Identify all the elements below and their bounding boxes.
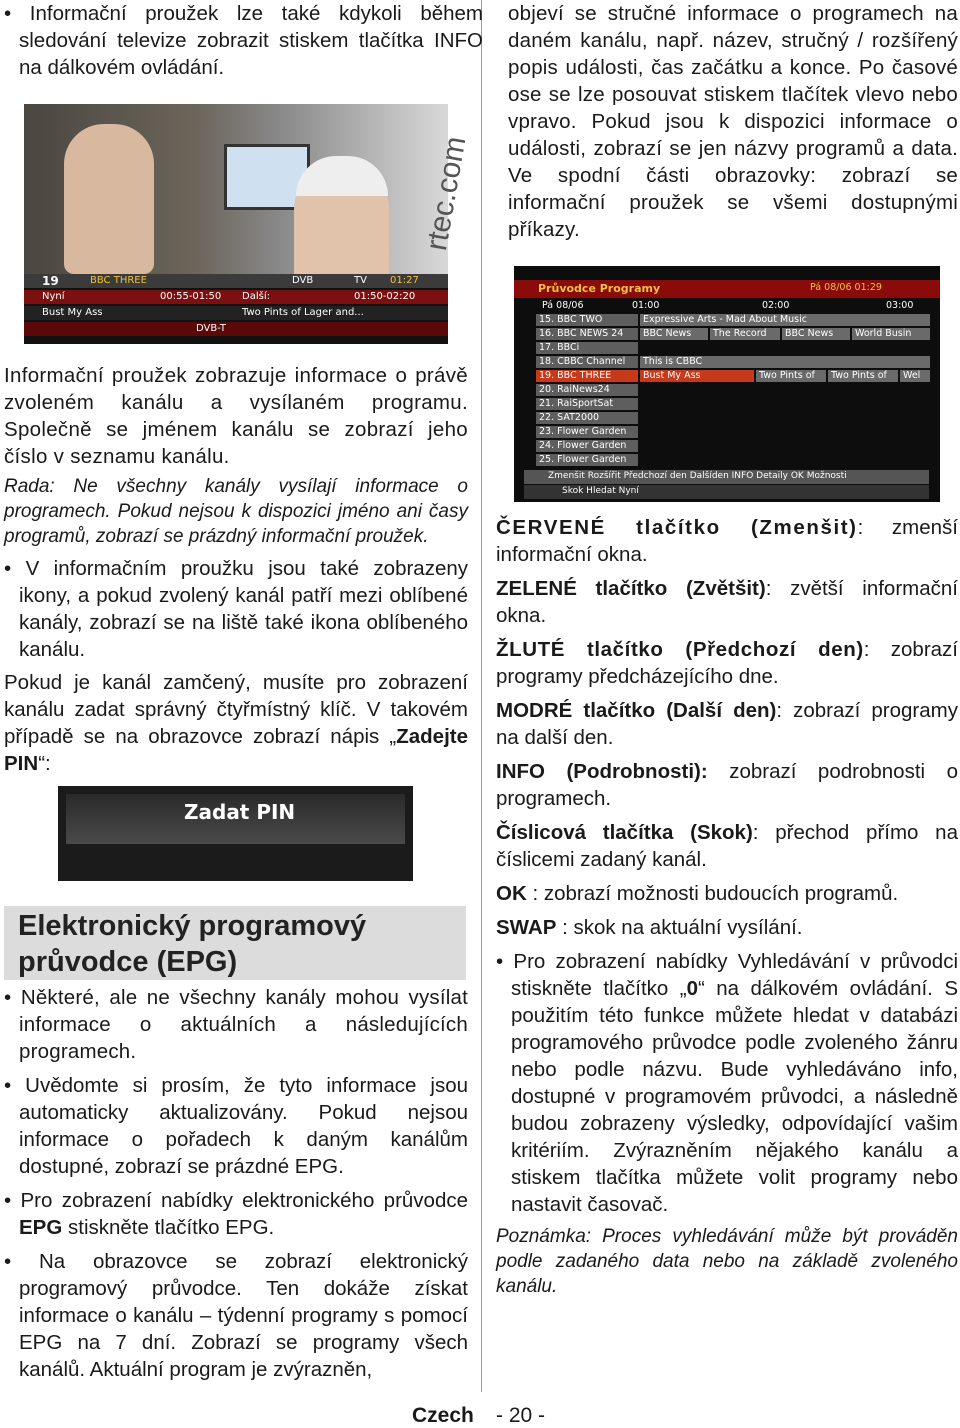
next-time: 01:50-02:20 — [354, 291, 416, 302]
epg-bullet-2: • Uvědomte si prosím, že tyto informace jsou automaticky aktualizovány. Pokud nejsou informace o pořadech k daným kanálům dostupné, zobrazí se prázdné EPG. — [4, 1074, 468, 1178]
tv-screenshot-infobar — [24, 104, 473, 344]
green-button-desc: ZELENÉ tlačítko (Zvětšit): zvětší informační okna. — [496, 577, 958, 627]
pin-entry-screenshot — [58, 786, 413, 881]
epg-program: Two Pints of — [756, 370, 826, 382]
next-label: Další: — [242, 291, 270, 302]
blue-button-desc: MODRÉ tlačítko (Další den): zobrazí programy na další den. — [496, 699, 958, 749]
lock-paragraph: Pokud je kanál zamčený, musíte pro zobrazení kanálu zadat správný čtyřmístný klíč. V takovém případě se na obrazovce zobrazí nápis „Zadejte PIN“: — [4, 671, 468, 775]
red-button-desc: ČERVENÉ tlačítko (Zmenšit): zmenší informační okna. — [496, 516, 959, 566]
epg-channel: 23. Flower Garden — [536, 426, 638, 438]
tv-icon: TV — [354, 275, 367, 286]
epg-program: Expressive Arts - Mad About Music — [640, 314, 930, 326]
epg-bullet-3: • Pro zobrazení nabídky elektronického průvodce EPG stiskněte tlačítko EPG. — [4, 1189, 468, 1239]
epg-channel: 22. SAT2000 — [536, 412, 638, 424]
info-button-desc: INFO (Podrobnosti): zobrazí podrobnosti o programech. — [496, 760, 958, 810]
search-note: Poznámka: Proces vyhledávání může být prováděn podle zadaného data nebo na základě zvoleného kanálu. — [496, 1226, 958, 1297]
epg-legend-1: Zmenšit Rozšířit Předchozí den Dalšíden INFO Detaily OK Možnosti — [548, 471, 847, 481]
epg-legend-2: Skok Hledat Nyní — [562, 486, 639, 496]
epg-screenshot: Průvodce Programy Pá 08/06 01:29 Pá 08/06 01:00 02:00 03:00 15. BBC TWO 16. BBC NEWS 24 17. BBCi 18. CBBC Channel 19. BBC THREE 20. RaiNews24 21. RaiSportSat 22. SAT2000 23. Flower Garden 24. Flower Garden 25. Flower Garden Expressive Arts - Mad About Music BBC News The Record BBC News World Busin This is CBBC Bust My Ass Two Pints of Two Pints of Wel Zmenšit Rozšířit Předchozí den Dalšíden INFO Detaily OK Možnosti Skok Hledat Nyní — [514, 266, 940, 502]
swap-button-desc: SWAP : skok na aktuální vysílání. — [496, 916, 803, 939]
epg-channel: 15. BBC TWO — [536, 314, 638, 326]
yellow-button-desc: ŽLUTÉ tlačítko (Předchozí den): zobrazí programy předcházejícího dne. — [496, 638, 958, 688]
epg-program: This is CBBC — [640, 356, 930, 368]
info-bar-bullet: • Informační proužek lze také kdykoli během sledování televize zobrazit stiskem tlačítka INFO na dálkovém ovládání. — [4, 2, 483, 79]
broadcast-type: DVB-T — [196, 323, 227, 334]
epg-channel: 24. Flower Garden — [536, 440, 638, 452]
ok-button-desc: OK : zobrazí možnosti budoucích programů. — [496, 882, 899, 905]
number-buttons-desc: Číslicová tlačítka (Skok): přechod přímo na číslicemi zadaný kanál. — [496, 821, 958, 871]
pin-prompt-text: Zadejte PIN — [4, 725, 468, 775]
epg-date: Pá 08/06 01:29 — [810, 282, 882, 293]
info-bar-description: Informační proužek zobrazuje informace o právě zvoleném kanálu a vysílaném programu. Společně se jménem kanálu se zobrazí jeho číslo v seznamu kanálu. — [4, 364, 468, 468]
epg-program-selected: Bust My Ass — [640, 370, 754, 382]
channel-number: 19 — [42, 274, 59, 288]
icon-tag: DVB — [292, 275, 314, 286]
channel-name: BBC THREE — [90, 275, 147, 286]
search-bullet: • Pro zobrazení nabídky Vyhledávání v průvodci stiskněte tlačítko „0“ na dálkovém ovládání. S použitím této funkce můžete hledat v databázi programového průvodce podle zvoleného žánru nebo podle názvu. Bude vyhledáváno info, dostupné v programovém průvodci, a následně budou zobrazeny výsledky, odpovídající vašim kritériím. Zvýrazněním nějakého kanálu a stiskem tlačítka můžete volit programy nebo nastavit časovač. — [496, 950, 958, 1216]
person-left — [64, 124, 154, 274]
now-label: Nyní — [42, 291, 65, 302]
epg-bullet-4: • Na obrazovce se zobrazí elektronický programový průvodce. Ten dokáže získat informace o kanálu – týdenní programy s pomocí EPG na 7 dní. Zobrazí se programy všech kanálů. Aktuální program je zvýrazněn, — [4, 1250, 468, 1381]
epg-program: World Busin — [852, 328, 930, 340]
epg-channel: 17. BBCi — [536, 342, 638, 354]
epg-channel: 25. Flower Garden — [536, 454, 638, 466]
epg-channel: 21. RaiSportSat — [536, 398, 638, 410]
epg-program: BBC News — [782, 328, 850, 340]
column-divider — [481, 0, 482, 1392]
epg-program: Two Pints of — [828, 370, 898, 382]
epg-program: Wel — [900, 370, 930, 382]
epg-bullets — [4, 984, 468, 1383]
epg-program: BBC News — [640, 328, 708, 340]
epg-bullet-1: • Některé, ale ne všechny kanály mohou vysílat informace o aktuálních a následujících programech. — [4, 986, 468, 1063]
epg-channel: 20. RaiNews24 — [536, 384, 638, 396]
epg-title: Průvodce Programy — [538, 282, 661, 295]
epg-program: The Record — [710, 328, 780, 340]
pin-dialog-label: Zadat PIN — [184, 800, 296, 824]
footer-language: Czech — [412, 1404, 474, 1427]
left-body — [4, 362, 468, 777]
epg-channel: 16. BBC NEWS 24 — [536, 328, 638, 340]
clock: 01:27 — [390, 275, 419, 286]
now-time: 00:55-01:50 — [160, 291, 222, 302]
site-watermark: rtec.com — [420, 134, 473, 254]
now-program: Bust My Ass — [42, 307, 103, 318]
page-number: - 20 - — [496, 1404, 546, 1427]
right-top-text: objeví se stručné informace o programech na daném kanálu, např. název, stručný / rozšířený popis události, čas začátku a konce. Po časové ose se lze posouvat stiskem tlačítek vlevo nebo vpravo. Pokud jsou k dispozici informace o události, zobrazí se jen názvy programů a data. Ve spodní části obrazovky: zobrazí se informační proužek se všemi dostupnými příkazy. — [508, 2, 958, 241]
info-bar-overlay — [24, 274, 448, 344]
epg-channel-selected: 19. BBC THREE — [536, 370, 638, 382]
epg-section-heading: Elektronický programový průvodce (EPG) — [4, 906, 466, 980]
icons-bullet: • V informačním proužku jsou také zobrazeny ikony, a pokud zvolený kanál patří mezi oblíbené kanály, zobrazí se na liště také ikona oblíbeného kanálu. — [4, 557, 468, 661]
tip-note: Rada: Ne všechny kanály vysílají informace o programech. Pokud nejsou k dispozici jméno ani časy programů, zobrazí se prázdný informační proužek. — [4, 476, 468, 547]
next-program: Two Pints of Lager and... — [242, 307, 364, 318]
epg-channel: 18. CBBC Channel — [536, 356, 638, 368]
right-body — [496, 514, 958, 1299]
